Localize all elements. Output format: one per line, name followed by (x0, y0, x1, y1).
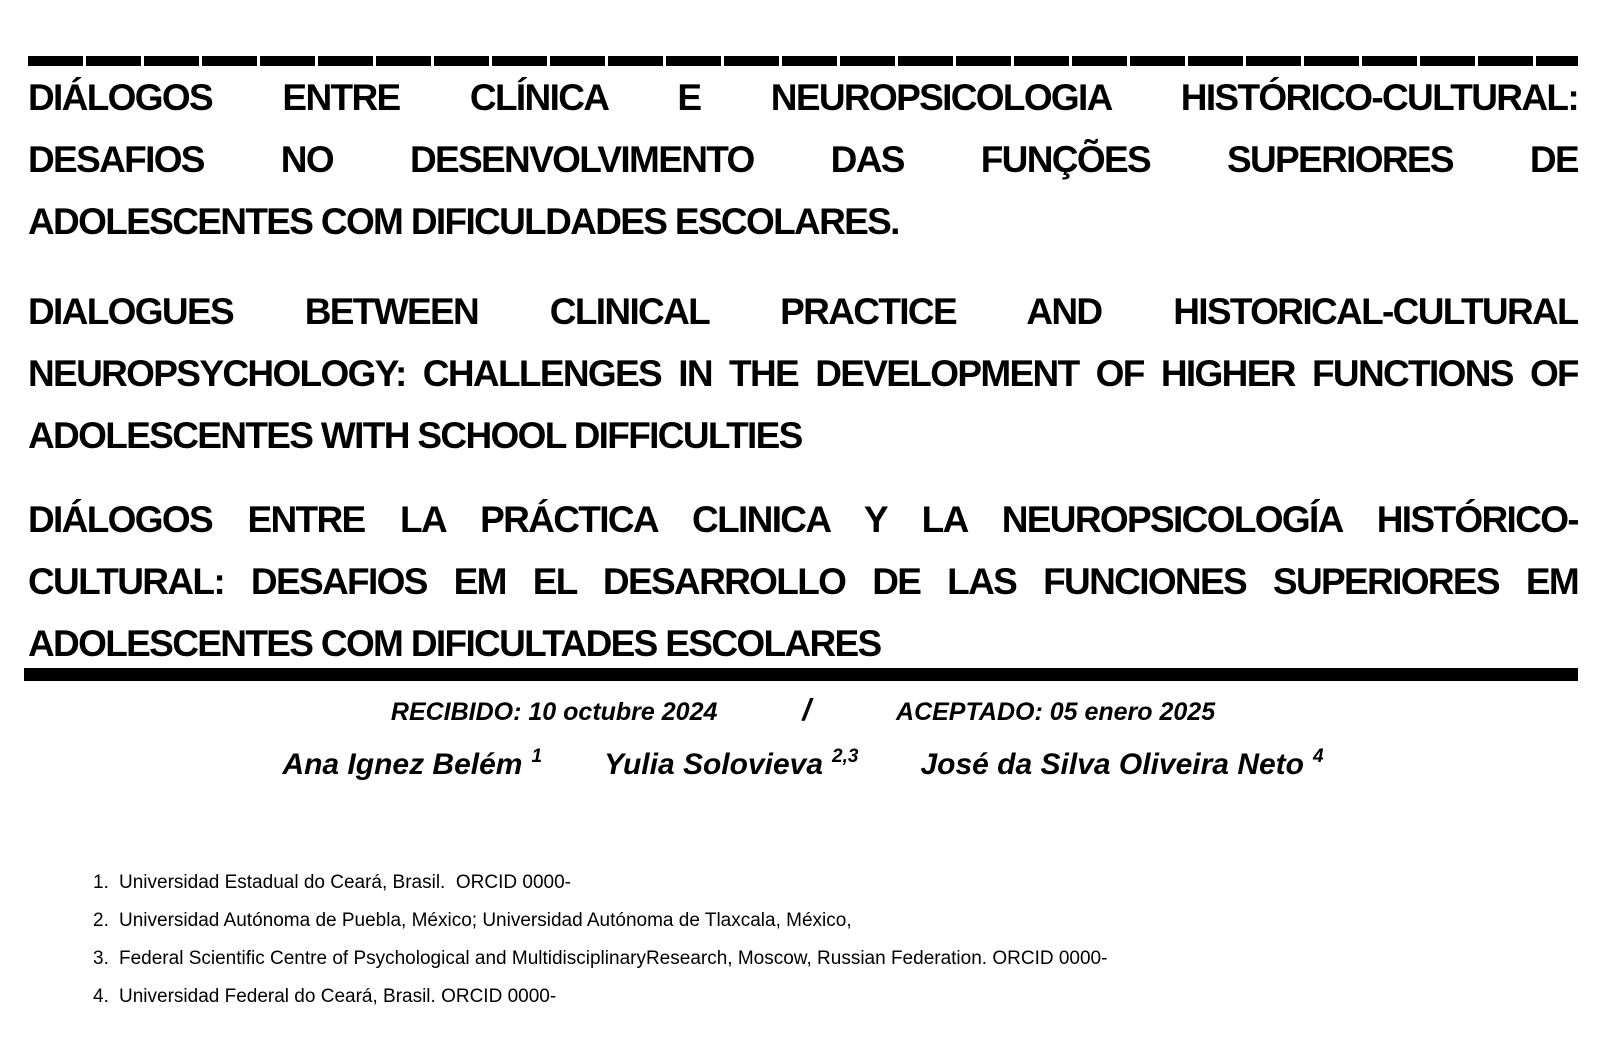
received-date: RECIBIDO: 10 octubre 2024 (390, 698, 718, 726)
author-2-affiliation-ref: 2,3 (832, 746, 859, 767)
title-english-line-3: ADOLESCENTES WITH SCHOOL DIFFICULTIES (28, 415, 802, 456)
dates-separator: / (802, 692, 812, 727)
footnote-2-number: 2. (93, 910, 109, 931)
title-portuguese (28, 67, 1578, 253)
author-2-name: Yulia Solovieva (604, 748, 824, 781)
author-3-name: José da Silva Oliveira Neto (920, 748, 1304, 781)
author-1-name: Ana Ignez Belém (282, 748, 523, 781)
title-portuguese-line-1: DIÁLOGOS ENTRE CLÍNICA E NEUROPSICOLOGIA HISTÓRICO-CULTURAL: (28, 77, 1578, 118)
title-portuguese-line-3: ADOLESCENTES COM DIFICULDADES ESCOLARES. (28, 201, 899, 242)
footnote-2 (93, 910, 1513, 931)
title-spanish (28, 489, 1578, 675)
author-1-affiliation-ref: 1 (531, 746, 543, 767)
footnote-3-text: Federal Scientific Centre of Psychological and MultidisciplinaryResearch, Moscow, Russian Federation. ORCID 0000- (119, 948, 1108, 969)
title-english-line-2: NEUROPSYCHOLOGY: CHALLENGES IN THE DEVELOPMENT OF HIGHER FUNCTIONS OF (28, 353, 1578, 394)
authors-row (0, 744, 1606, 790)
dates-row (0, 694, 1606, 728)
footnote-4 (93, 986, 1513, 1007)
title-portuguese-line-2: DESAFIOS NO DESENVOLVIMENTO DAS FUNÇÕES SUPERIORES DE (28, 139, 1578, 180)
footnote-3-number: 3. (93, 948, 109, 969)
title-english (28, 281, 1578, 467)
footnote-1-number: 1. (93, 872, 109, 893)
bottom-solid-rule (24, 668, 1578, 681)
footnote-3 (93, 948, 1513, 969)
footnote-4-text: Universidad Federal do Ceará, Brasil. ORCID 0000- (119, 986, 557, 1007)
title-spanish-line-2: CULTURAL: DESAFIOS EM EL DESARROLLO DE LAS FUNCIONES SUPERIORES EM (28, 561, 1578, 602)
footnote-1-text: Universidad Estadual do Ceará, Brasil. ORCID 0000- (119, 872, 571, 893)
author-3-affiliation-ref: 4 (1312, 746, 1324, 767)
title-english-line-1: DIALOGUES BETWEEN CLINICAL PRACTICE AND HISTORICAL-CULTURAL (28, 291, 1578, 332)
author-1 (282, 744, 542, 790)
title-spanish-line-3: ADOLESCENTES COM DIFICULTADES ESCOLARES (28, 623, 881, 664)
footnote-2-text: Universidad Autónoma de Puebla, México; Universidad Autónoma de Tlaxcala, México, (119, 910, 852, 931)
title-spanish-line-1: DIÁLOGOS ENTRE LA PRÁCTICA CLINICA Y LA NEUROPSICOLOGÍA HISTÓRICO- (28, 499, 1578, 540)
top-dashed-rule (28, 56, 1578, 66)
author-2 (604, 744, 858, 790)
affiliation-footnotes (93, 872, 1513, 1024)
author-3 (920, 744, 1323, 790)
footnote-1 (93, 872, 1513, 893)
accepted-date: ACEPTADO: 05 enero 2025 (896, 698, 1216, 726)
footnote-4-number: 4. (93, 986, 109, 1007)
